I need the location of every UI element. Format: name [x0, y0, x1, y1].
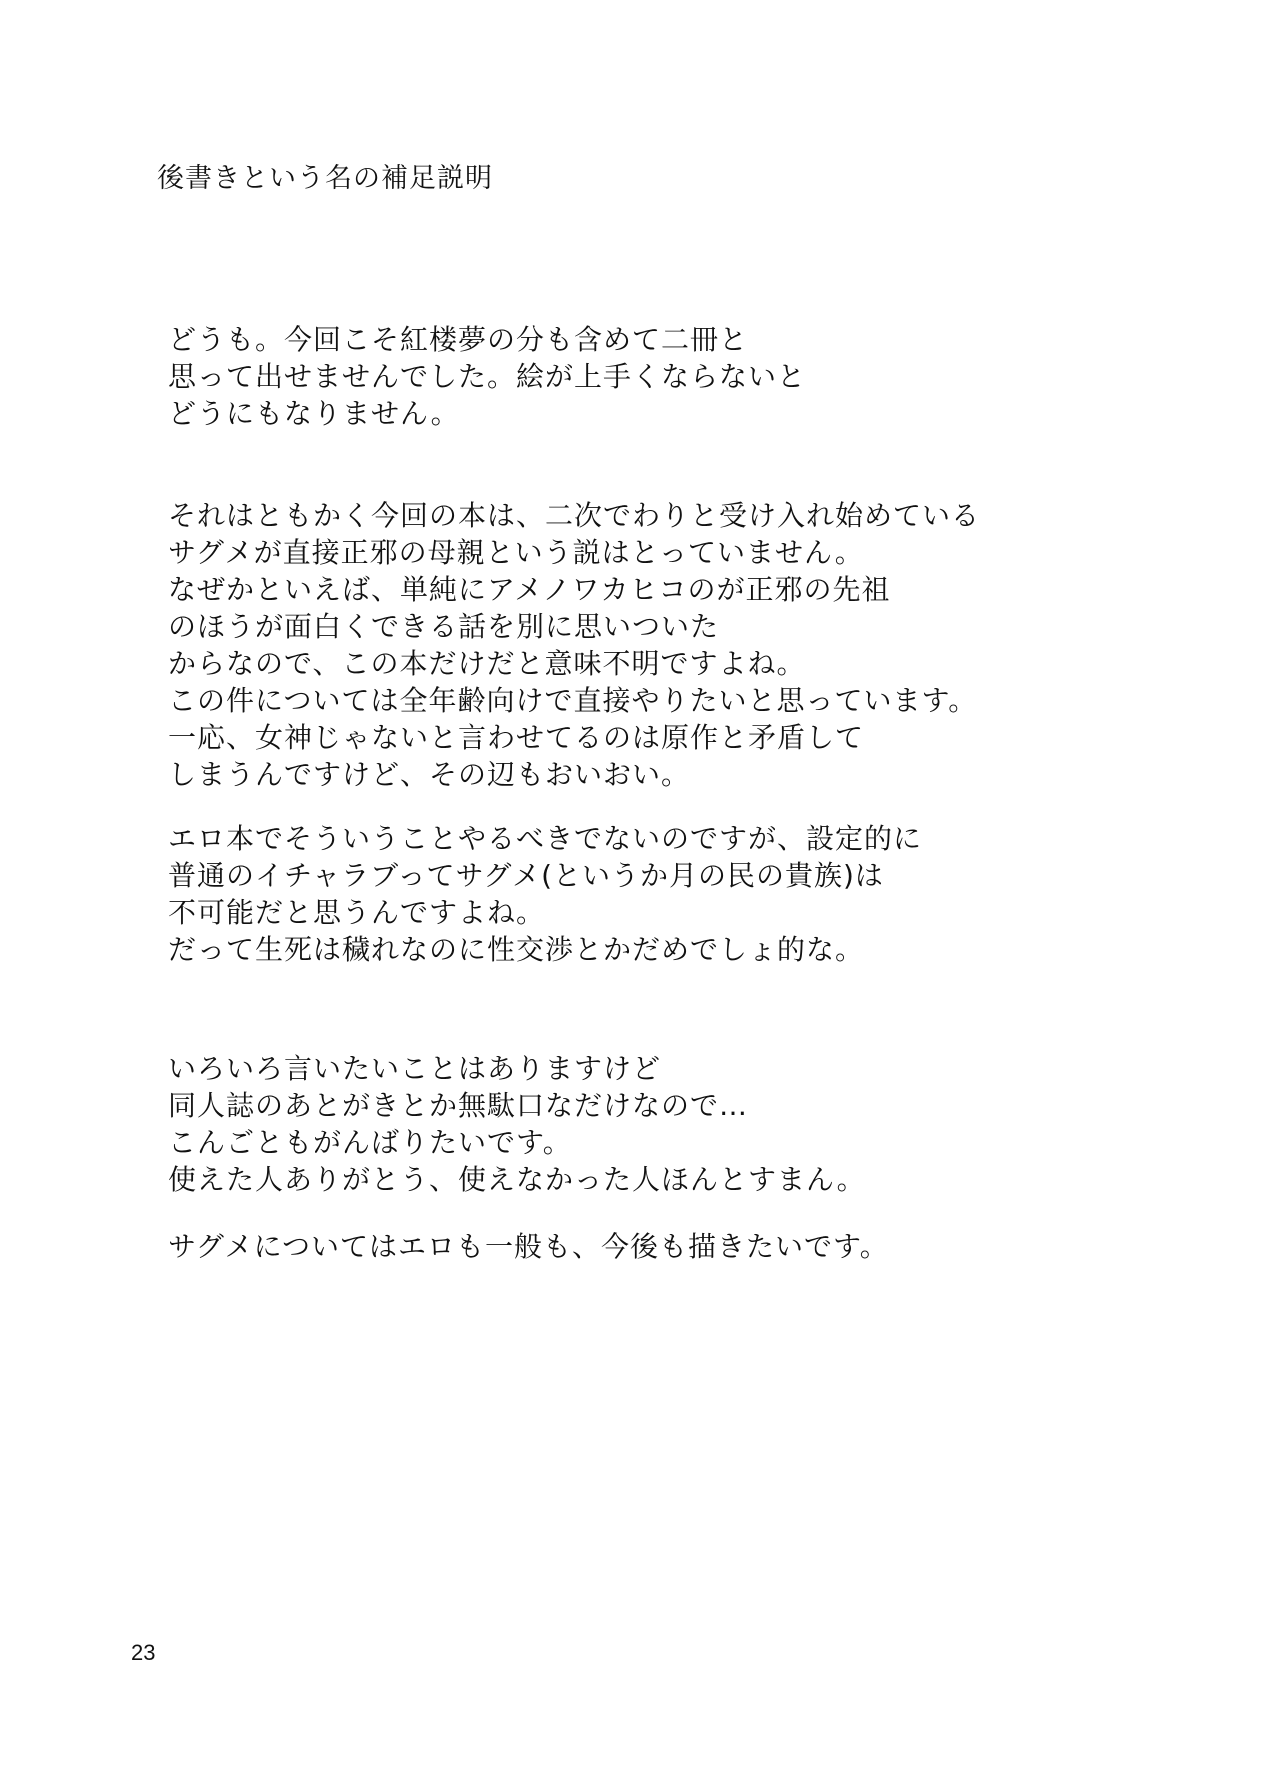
paragraph-line: 同人誌のあとがきとか無駄口なだけなので… — [168, 1089, 749, 1122]
paragraph-line: なぜかといえば、単純にアメノワカヒコのが正邪の先祖 — [168, 573, 891, 606]
paragraph-3 — [168, 820, 922, 968]
paragraph-2 — [168, 497, 980, 793]
page-number: 23 — [131, 1640, 156, 1665]
paragraph-line: どうにもなりません。 — [168, 397, 460, 430]
paragraph-line: 使えた人ありがとう、使えなかった人ほんとすまん。 — [168, 1163, 866, 1196]
afterword-title: 後書きという名の補足説明 — [157, 163, 493, 194]
paragraph-5 — [168, 1228, 889, 1265]
paragraph-line: いろいろ言いたいことはありますけど — [168, 1052, 662, 1085]
paragraph-line: だって生死は穢れなのに性交渉とかだめでしょ的な。 — [168, 933, 865, 966]
paragraph-line: サグメについてはエロも一般も、今後も描きたいです。 — [168, 1230, 889, 1263]
paragraph-line: からなので、この本だけだと意味不明ですよね。 — [168, 647, 806, 680]
paragraph-line: どうも。今回こそ紅楼夢の分も含めて二冊と — [168, 323, 749, 356]
paragraph-line: 思って出せませんでした。絵が上手くならないと — [168, 360, 807, 393]
paragraph-line: この件については全年齢向けで直接やりたいと思っています。 — [168, 684, 978, 717]
paragraph-line: のほうが面白くできる話を別に思いついた — [168, 610, 720, 643]
paragraph-line: 一応、女神じゃないと言わせてるのは原作と矛盾して — [168, 721, 865, 754]
paragraph-line: サグメが直接正邪の母親という説はとっていません。 — [168, 536, 864, 569]
paragraph-line: 不可能だと思うんですよね。 — [168, 896, 546, 929]
paragraph-line: エロ本でそういうことやるべきでないのですが、設定的に — [168, 822, 923, 855]
paragraph-line: しまうんですけど、その辺もおいおい。 — [168, 758, 691, 791]
paragraph-1 — [168, 321, 806, 432]
paragraph-line: 普通のイチャラブってサグメ(というか月の民の貴族)は — [168, 859, 884, 892]
paragraph-line: こんごともがんばりたいです。 — [168, 1126, 572, 1159]
paragraph-4 — [168, 1050, 866, 1198]
paragraph-line: それはともかく今回の本は、二次でわりと受け入れ始めている — [168, 499, 981, 532]
